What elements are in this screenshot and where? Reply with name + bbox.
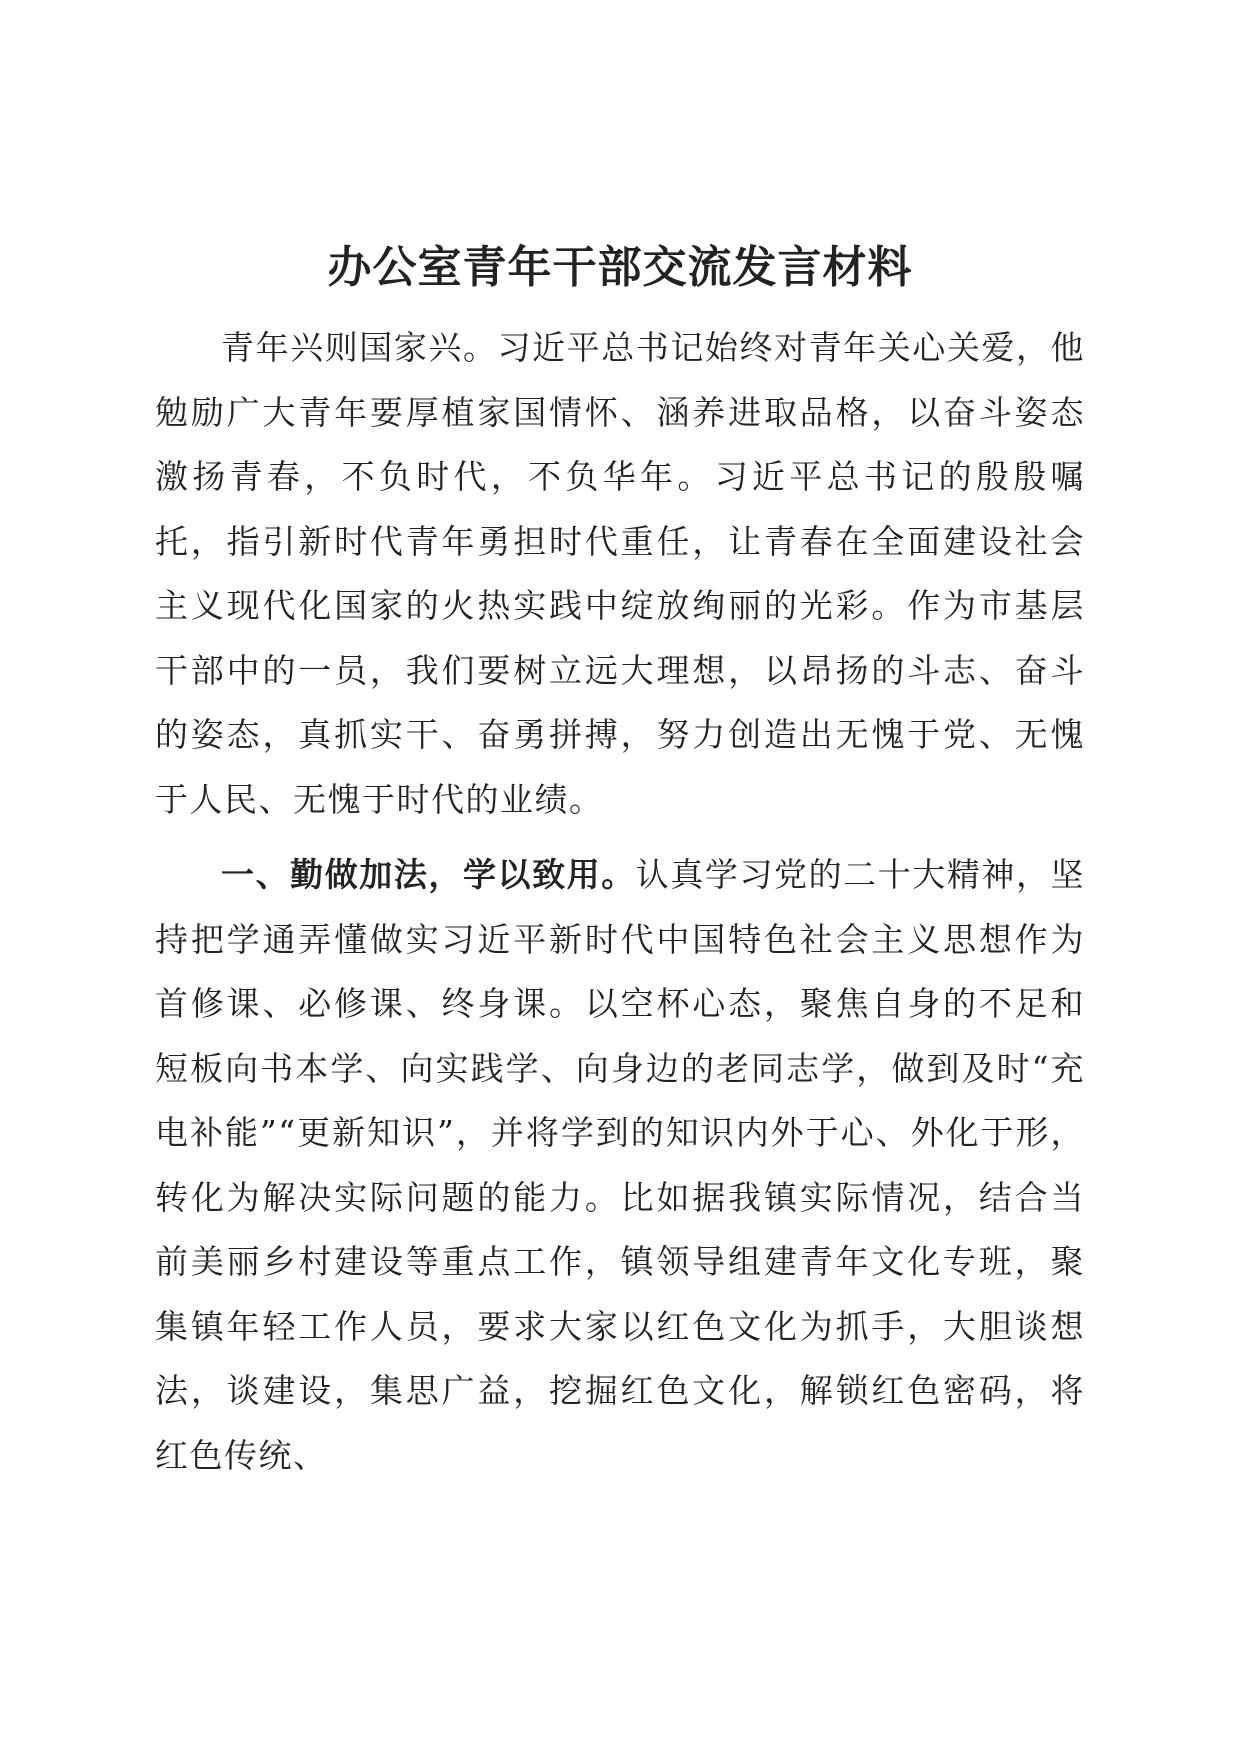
section-one-text: 认真学习党的二十大精神，坚持把学通弄懂做实习近平新时代中国特色社会主义思想作为首修课、必修课、终身课。以空杯心态，聚焦自身的不足和短板向书本学、向实践学、向身边的老同志学，做到及时“充电补能”“更新知识”，并将学到的知识内外于心、外化于形，转化为解决实际问题的能力。比如据我镇实际情况，结合当前美丽乡村建设等重点工作，镇领导组建青年文化专班，聚集镇年轻工作人员，要求大家以红色文化为抓手，大胆谈想法，谈建设，集思广益，挖掘红色文化，解锁红色密码，将红色传统、 bbox=[155, 855, 1085, 1475]
document-title: 办公室青年干部交流发言材料 bbox=[327, 242, 913, 293]
paragraph-section-one bbox=[155, 843, 1085, 1488]
paragraph-intro-text: 青年兴则国家兴。习近平总书记始终对青年关心关爱，他勉励广大青年要厚植家国情怀、涵养进取品格，以奋斗姿态激扬青春，不负时代，不负华年。习近平总书记的殷殷嘱托，指引新时代青年勇担时代重任，让青春在全面建设社会主义现代化国家的火热实践中绽放绚丽的光彩。作为市基层干部中的一员，我们要树立远大理想，以昂扬的斗志、奋斗的姿态，真抓实干、奋勇拼搏，努力创造出无愧于党、无愧于人民、无愧于时代的业绩。 bbox=[155, 328, 1085, 819]
paragraph-intro bbox=[155, 316, 1085, 832]
section-one-heading: 一、勤做加法，学以致用。 bbox=[221, 855, 636, 894]
